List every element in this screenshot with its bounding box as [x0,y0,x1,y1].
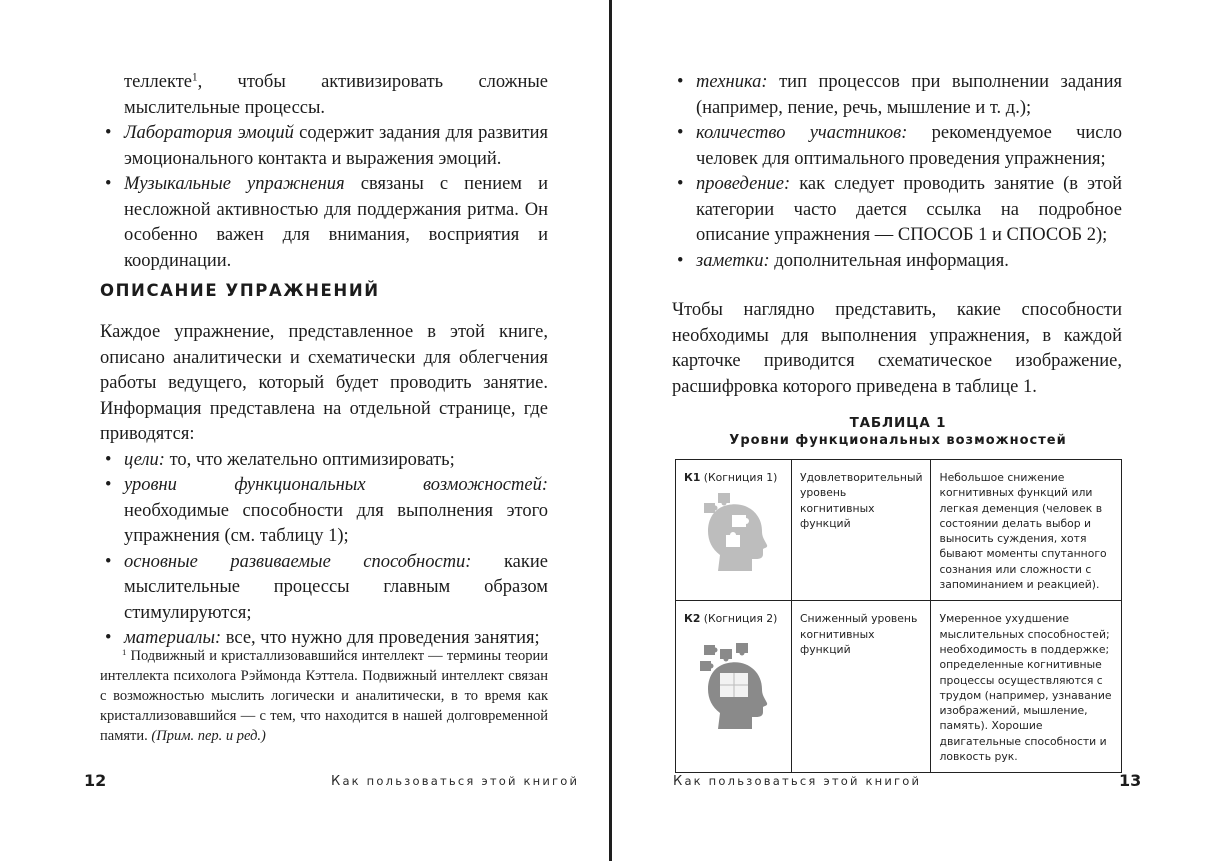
head-puzzle-icon [698,641,770,731]
left-page [0,0,609,861]
list-item: • цели: то, что желательно оптимизировать; [100,448,548,474]
table-number: ТАБЛИЦА 1 [849,415,947,431]
level-code: К1 [684,471,701,484]
table-row [676,460,1122,601]
intro-continuation: теллекте$^1$, чтобы активизировать сложные мыслительные процессы. [124,71,548,118]
footnote-marker: 1 [122,646,127,657]
bullet-item: • Музыкальные упражнения связаны с пением и несложной активностью для поддержания ритма. Он особенно важен для внимания, восприятия и координации. [100,172,548,274]
level-code-cell: К1 (Когниция 1) [676,460,792,601]
table-title: Уровни функциональных возможностей [729,433,1067,448]
level-name-cell: Сниженный уровень когнитивных функций [792,601,931,773]
list-item: • заметки: дополнительная информация. [672,249,1122,275]
footnote: $^1$ Подвижный и кристаллизовавшийся интеллект — термины теории интеллекта психолога Рэймонда Кэттела. Подвижный интеллект связан с возможностью мыслить логически и аналитически, в то время как кристаллизовавшийся — с тем, что находится в нашей долговременной памяти. (Прим. пер. и ред.) [100,646,548,744]
list-item: • проведение: как следует проводить занятие (в этой категории часто дается ссылка на подробное описание упражнения — СПОСОБ 1 и СПОСОБ 2); [672,172,1122,249]
level-name-cell: Удовлетворительный уровень когнитивных функций [792,460,931,601]
level-code-cell: К2 (Когниция 2) [676,601,792,773]
section-heading: ОПИСАНИЕ УПРАЖНЕНИЙ [100,281,380,300]
level-code: К2 [684,612,701,626]
list-item: • материалы: все, что нужно для проведения занятия; [100,626,548,652]
functional-levels-table [675,459,1122,773]
bullet-item: • Лаборатория эмоций содержит задания для развития эмоционального контакта и выражения эмоций. [100,121,548,172]
book-spine [609,0,612,861]
page-number: 13 [1119,771,1142,790]
right-list-block [672,70,1122,274]
list-item: • техника: тип процессов при выполнении задания (например, пение, речь, мышление и т. д.); [672,70,1122,121]
page-number: 12 [84,771,107,790]
paragraph: Каждое упражнение, представленное в этой книге, описано аналитически и схематически для облегчения работы ведущего, который будет проводить занятие. Информация представлена на отдельной странице, где приводятся: [100,322,548,444]
head-puzzle-icon [698,491,770,573]
field-list [100,448,548,652]
description-block [100,320,548,652]
intro-block [100,70,548,274]
list-item: • количество участников: рекомендуемое число человек для оптимального проведения упражнения; [672,121,1122,172]
level-description-cell: Умеренное ухудшение мыслительных способностей; необходимость в поддержке; определенные когнитивные процессы осуществляются с трудом (например, узнавание изображений, мышление, память). Хорошие двигательные способности и ловкость рук. [931,601,1122,773]
list-item: • уровни функциональных возможностей: необходимые способности для выполнения этого упражнения (см. таблицу 1); [100,473,548,550]
intro-bullet-list [100,121,548,274]
footnote-note: (Прим. пер. и ред.) [151,728,266,744]
field-list-continued [672,70,1122,274]
table-row [676,601,1122,773]
running-head: Как пользоваться этой книгой [673,774,922,789]
running-head: Как пользоваться этой книгой [331,774,580,789]
right-paragraph-block [672,298,1122,400]
footnote-ref[interactable]: 1 [192,71,198,84]
paragraph: Чтобы наглядно представить, какие способности необходимы для выполнения упражнения, в каждой карточке приводится схематическое изображение, расшифровка которого приведена в таблице 1. [672,300,1122,397]
list-item: • основные развиваемые способности: какие мыслительные процессы главным образом стимулируются; [100,550,548,627]
level-description-cell: Небольшое снижение когнитивных функций или легкая деменция (человек в состоянии делать выбор и выносить суждения, хотя бывают моменты спутанного сознания или сложности с запоминанием и реакцией). [931,460,1122,601]
